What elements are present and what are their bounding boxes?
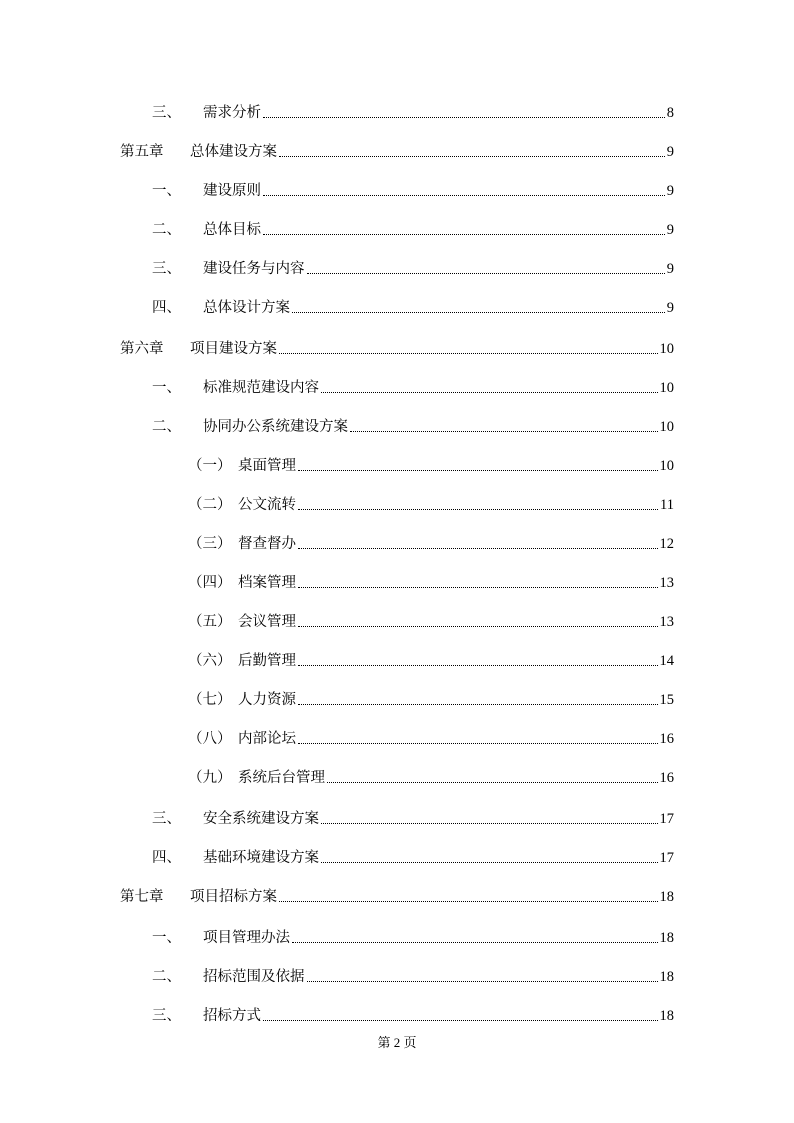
footer-prefix: 第 (377, 1035, 391, 1050)
toc-entry[interactable] (188, 453, 674, 475)
toc-entry[interactable] (188, 570, 674, 592)
toc-entry-number: 三、 (152, 105, 181, 121)
toc-entry[interactable] (188, 492, 674, 514)
toc-entry-page: 16 (659, 770, 674, 786)
toc-entry-title: 桌面管理 (238, 458, 296, 474)
toc-entry-page: 9 (666, 222, 674, 238)
toc-entry-page: 9 (666, 300, 674, 316)
toc-entry[interactable] (120, 336, 674, 358)
toc-entry-number: 四、 (152, 850, 181, 866)
toc-entry-page: 18 (659, 889, 674, 905)
toc-entry-title: 总体目标 (203, 222, 261, 238)
toc-entry-number: （一） (188, 458, 232, 474)
toc-entry-number: 三、 (152, 1008, 181, 1024)
toc-entry-page: 18 (659, 1008, 674, 1024)
toc-dot-leader (327, 782, 658, 783)
toc-dot-leader (279, 156, 665, 157)
toc-entry-page: 16 (659, 731, 674, 747)
toc-entry-title: 招标范围及依据 (203, 969, 305, 985)
toc-entry-number: 三、 (152, 811, 181, 827)
toc-entry-title: 项目管理办法 (203, 930, 290, 946)
toc-entry-number: （六） (188, 653, 232, 669)
toc-entry-title: 后勤管理 (238, 653, 296, 669)
toc-entry[interactable] (152, 964, 674, 986)
toc-entry-page: 18 (659, 930, 674, 946)
toc-entry-number: 一、 (152, 183, 181, 199)
toc-entry-number: 第六章 (120, 341, 164, 357)
toc-entry-title: 内部论坛 (238, 731, 296, 747)
toc-entry-page: 18 (659, 969, 674, 985)
footer-page-number: 2 (393, 1035, 401, 1050)
toc-dot-leader (298, 548, 658, 549)
toc-entry-title: 建设任务与内容 (203, 261, 305, 277)
toc-entry-number: 一、 (152, 380, 181, 396)
toc-dot-leader (292, 312, 665, 313)
toc-entry-number: （八） (188, 731, 232, 747)
toc-entry-page: 12 (659, 536, 674, 552)
toc-entry-number: 三、 (152, 261, 181, 277)
toc-entry-page: 17 (659, 850, 674, 866)
toc-entry-title: 基础环境建设方案 (203, 850, 319, 866)
toc-entry-number: 第五章 (120, 144, 164, 160)
toc-entry-title: 标准规范建设内容 (203, 380, 319, 396)
toc-dot-leader (298, 704, 658, 705)
toc-entry-title: 档案管理 (238, 575, 296, 591)
toc-entry-title: 项目招标方案 (190, 889, 277, 905)
toc-entry-page: 9 (666, 144, 674, 160)
toc-entry[interactable] (120, 139, 674, 161)
toc-entry-number: 二、 (152, 419, 181, 435)
toc-dot-leader (307, 981, 658, 982)
toc-dot-leader (350, 431, 658, 432)
toc-entry-title: 系统后台管理 (238, 770, 325, 786)
toc-entry-number: （九） (188, 770, 232, 786)
toc-entry-number: （七） (188, 692, 232, 708)
toc-entry[interactable] (188, 726, 674, 748)
toc-dot-leader (298, 509, 658, 510)
toc-dot-leader (321, 823, 658, 824)
toc-entry-title: 总体建设方案 (190, 144, 277, 160)
toc-dot-leader (263, 1020, 658, 1021)
toc-entry-page: 8 (666, 105, 674, 121)
toc-entry-title: 督查督办 (238, 536, 296, 552)
toc-entry-page: 13 (659, 575, 674, 591)
toc-entry-page: 15 (659, 692, 674, 708)
toc-dot-leader (263, 117, 665, 118)
toc-entry[interactable] (152, 295, 674, 317)
toc-entry[interactable] (152, 217, 674, 239)
toc-entry-page: 9 (666, 183, 674, 199)
toc-dot-leader (307, 273, 665, 274)
toc-entry-page: 9 (666, 261, 674, 277)
toc-entry[interactable] (152, 178, 674, 200)
toc-entry-number: （三） (188, 536, 232, 552)
toc-entry[interactable] (152, 1003, 674, 1025)
toc-entry-title: 人力资源 (238, 692, 296, 708)
toc-entry-page: 17 (659, 811, 674, 827)
toc-dot-leader (321, 862, 658, 863)
toc-entry-title: 招标方式 (203, 1008, 261, 1024)
toc-entry-page: 10 (659, 419, 674, 435)
toc-entry[interactable] (152, 845, 674, 867)
toc-dot-leader (298, 626, 658, 627)
toc-entry-number: 二、 (152, 969, 181, 985)
toc-entry[interactable] (188, 648, 674, 670)
toc-dot-leader (263, 234, 665, 235)
toc-entry-number: 四、 (152, 300, 181, 316)
toc-entry[interactable] (152, 414, 674, 436)
toc-dot-leader (321, 392, 658, 393)
toc-entry-number: （四） (188, 575, 232, 591)
toc-entry-page: 10 (659, 380, 674, 396)
toc-entry-title: 协同办公系统建设方案 (203, 419, 348, 435)
toc-entry-title: 项目建设方案 (190, 341, 277, 357)
toc-entry[interactable] (188, 765, 674, 787)
toc-entry-page: 10 (659, 341, 674, 357)
toc-entry-number: （五） (188, 614, 232, 630)
toc-entry-number: 二、 (152, 222, 181, 238)
toc-entry[interactable] (120, 884, 674, 906)
toc-dot-leader (292, 942, 658, 943)
page-footer (0, 1032, 794, 1051)
toc-dot-leader (298, 665, 658, 666)
toc-entry[interactable] (152, 100, 674, 122)
toc-entry[interactable] (152, 925, 674, 947)
toc-entry-title: 会议管理 (238, 614, 296, 630)
toc-entry-title: 建设原则 (203, 183, 261, 199)
toc-entry-title: 需求分析 (203, 105, 261, 121)
toc-entry[interactable] (152, 806, 674, 828)
footer-suffix: 页 (403, 1035, 417, 1050)
toc-dot-leader (263, 195, 665, 196)
toc-dot-leader (298, 470, 658, 471)
toc-entry-title: 总体设计方案 (203, 300, 290, 316)
toc-entry[interactable] (152, 375, 674, 397)
toc-entry-number: 一、 (152, 930, 181, 946)
toc-dot-leader (279, 901, 658, 902)
toc-entry-number: （二） (188, 497, 232, 513)
toc-entry-page: 11 (660, 497, 674, 513)
toc-dot-leader (298, 743, 658, 744)
toc-entry-title: 公文流转 (238, 497, 296, 513)
toc-entry-page: 10 (659, 458, 674, 474)
toc-entry[interactable] (188, 531, 674, 553)
toc-entry-page: 14 (659, 653, 674, 669)
toc-entry[interactable] (152, 256, 674, 278)
toc-dot-leader (298, 587, 658, 588)
toc-entry-page: 13 (659, 614, 674, 630)
toc-dot-leader (279, 353, 658, 354)
toc-entry[interactable] (188, 609, 674, 631)
toc-entry-number: 第七章 (120, 889, 164, 905)
toc-entry-title: 安全系统建设方案 (203, 811, 319, 827)
toc-entry[interactable] (188, 687, 674, 709)
